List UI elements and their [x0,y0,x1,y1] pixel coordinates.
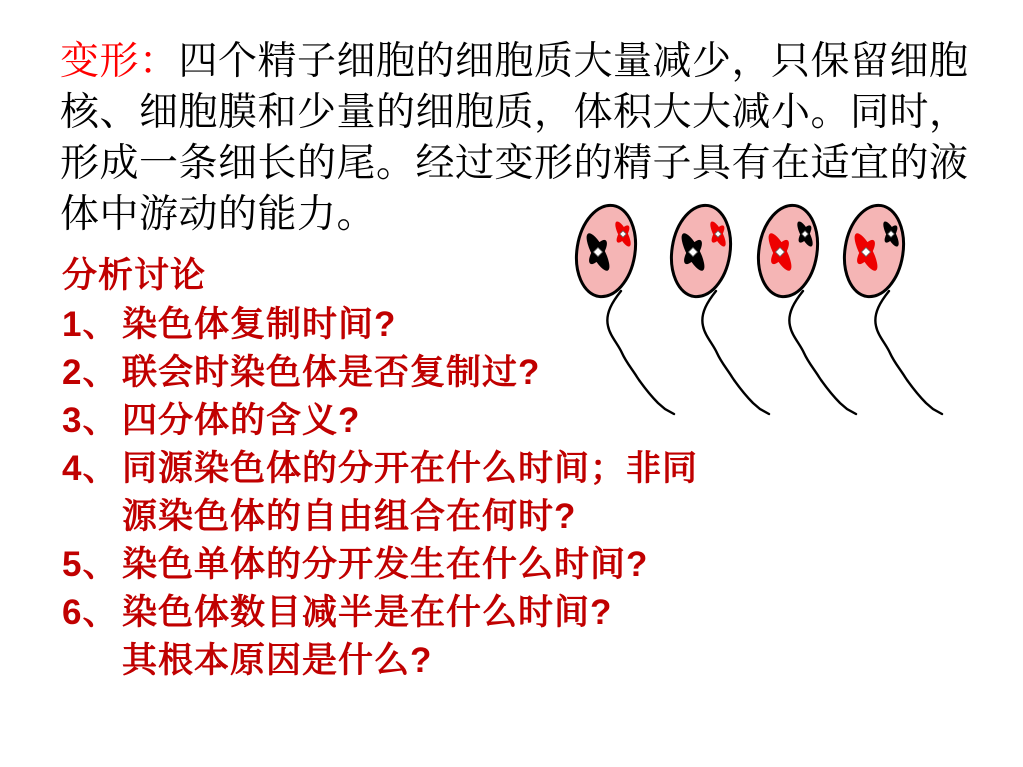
question-3 [62,397,822,445]
paragraph-lead-label: 变形： [60,40,179,83]
question-4-text-line-1: 同源染色体的分开在什么时间；非同 [122,449,699,488]
question-1 [62,301,822,349]
question-5-number: 5、 [62,545,119,584]
discussion-questions [62,252,822,685]
paragraph-line-1-text: 四个精子细胞的细胞质大量减少，只保留细胞 [178,40,969,83]
question-6-text-line-1: 染色体数目减半是在什么时间? [122,593,613,632]
paragraph-line-4: 体中游动的能力。 [60,193,377,236]
question-5 [62,541,822,589]
paragraph-line-2: 核、细胞膜和少量的细胞质，体积大大减小。同时， [60,91,969,134]
question-4-line-2 [62,493,822,541]
question-1-number: 1、 [62,305,119,344]
question-5-text: 染色单体的分开发生在什么时间? [122,545,649,584]
paragraph-line-3: 形成一条细长的尾。经过变形的精子具有在适宜的液 [60,142,969,185]
question-2-number: 2、 [62,353,119,392]
question-4-number: 4、 [62,449,119,488]
question-2 [62,349,822,397]
sperm-head [838,203,910,301]
sperm-tail [875,291,942,414]
question-2-text: 联会时染色体是否复制过? [122,353,541,392]
question-4-text-line-2: 源染色体的自由组合在何时? [122,497,577,536]
question-6-line-2 [62,637,822,685]
question-6-text-line-2: 其根本原因是什么? [122,641,433,680]
question-1-text: 染色体复制时间? [122,305,397,344]
paragraph-line-1 [60,36,980,87]
discussion-heading: 分析讨论 [62,256,207,295]
question-3-number: 3、 [62,401,119,440]
question-6-line-1 [62,589,822,637]
question-3-text: 四分体的含义? [122,401,361,440]
sperm-cell-4 [829,203,969,418]
question-6-number: 6、 [62,593,119,632]
question-4-line-1 [62,445,822,493]
